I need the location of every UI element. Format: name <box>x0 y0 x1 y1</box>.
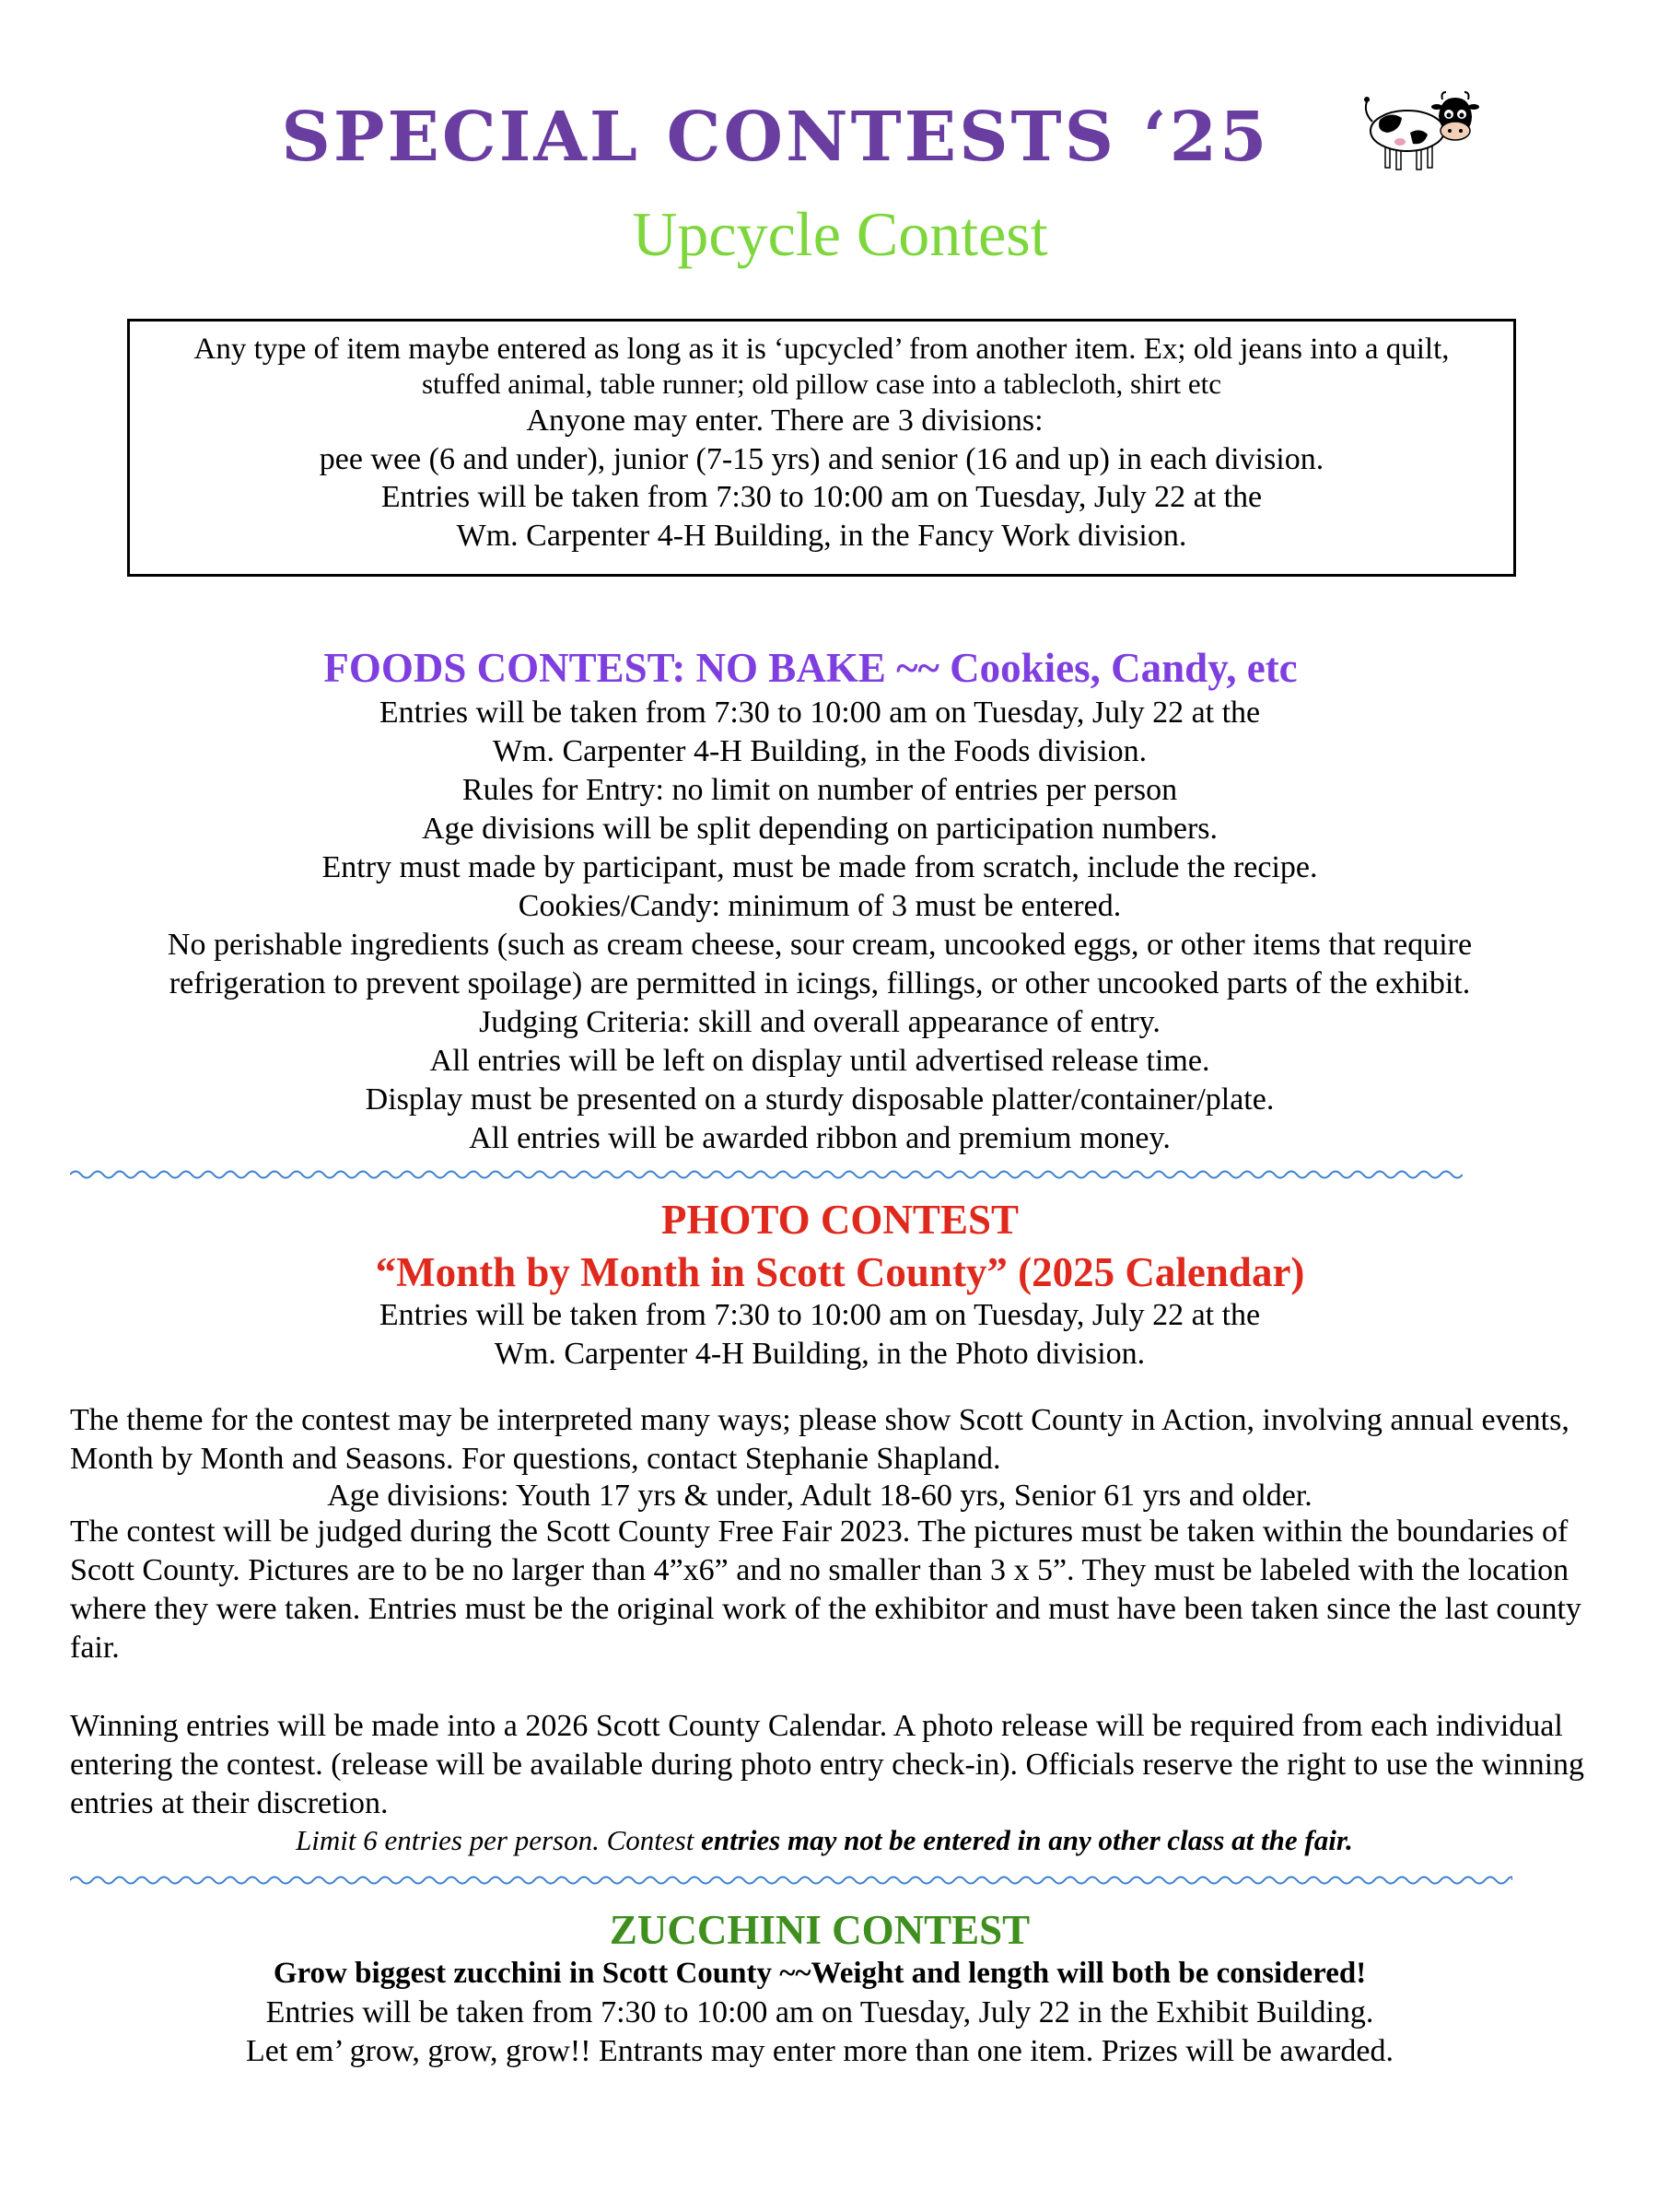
upcycle-line: Any type of item maybe entered as long as it is ‘upcycled’ from another item. Ex; old jeans into a quilt, <box>193 333 1450 366</box>
foods-line: Wm. Carpenter 4-H Building, in the Foods division. <box>492 734 1148 768</box>
zucchini-bold-line: Grow biggest zucchini in Scott County ~~Weight and length will both be considered! <box>273 1957 1367 1990</box>
page-title: SPECIAL CONTESTS ‘25 <box>281 98 1270 177</box>
foods-line: Display must be presented on a sturdy disposable platter/container/plate. <box>365 1082 1275 1117</box>
photo-winning-text: Winning entries will be made into a 2026 Scott County Calendar. A photo release will be required from each individual entering the contest. (release will be available during photo entry check-in). Officials reserve the right to use the winning entries at their discretion. <box>70 1709 1585 1820</box>
foods-line: No perishable ingredients (such as cream cheese, sour cream, uncooked eggs, or other items that require <box>167 928 1473 962</box>
wavy-divider <box>70 1874 1512 1887</box>
photo-limit-note-b: entries may not be entered in any other class at the fair. <box>701 1824 1353 1856</box>
upcycle-title: Upcycle Contest <box>632 199 1048 269</box>
foods-line: Rules for Entry: no limit on number of entries per person <box>461 773 1178 807</box>
photo-subtitle: “Month by Month in Scott County” (2025 Calendar) <box>375 1249 1305 1295</box>
wavy-divider <box>70 1168 1463 1181</box>
photo-entry-line: Wm. Carpenter 4-H Building, in the Photo division. <box>494 1337 1146 1371</box>
foods-line: Judging Criteria: skill and overall appearance of entry. <box>479 1005 1161 1039</box>
foods-line: All entries will be left on display until advertised release time. <box>429 1044 1210 1078</box>
upcycle-line: stuffed animal, table runner; old pillow case into a tablecloth, shirt etc <box>421 368 1222 400</box>
upcycle-line: Anyone may enter. There are 3 divisions: <box>526 403 1044 438</box>
photo-limit-note <box>0 1826 1649 1854</box>
upcycle-line: pee wee (6 and under), junior (7-15 yrs) and senior (16 and up) in each division. <box>319 442 1324 476</box>
foods-line: All entries will be awarded ribbon and premium money. <box>469 1121 1171 1155</box>
photo-entry-line: Entries will be taken from 7:30 to 10:00 am on Tuesday, July 22 at the <box>379 1298 1261 1332</box>
upcycle-line: Entries will be taken from 7:30 to 10:00 am on Tuesday, July 22 at the <box>380 480 1263 514</box>
zucchini-title: ZUCCHINI CONTEST <box>609 1907 1031 1953</box>
photo-age-divisions: Age divisions: Youth 17 yrs & under, Adult 18-60 yrs, Senior 61 yrs and older. <box>327 1479 1312 1513</box>
photo-title: PHOTO CONTEST <box>660 1197 1019 1243</box>
foods-line: Cookies/Candy: minimum of 3 must be entered. <box>518 889 1122 923</box>
upcycle-box <box>127 319 1516 577</box>
photo-judging-text: The contest will be judged during the Scott County Free Fair 2023. The pictures must be taken within the boundaries of Scott County. Pictures are to be no larger than 4”x6” and no smaller than 3 x 5”. They must be labeled with the location where they were taken. Entries must be the original work of the exhibitor and must have been taken since the last county fair. <box>70 1515 1581 1665</box>
zucchini-line: Entries will be taken from 7:30 to 10:00 am on Tuesday, July 22 in the Exhibit Building. <box>265 1995 1374 2029</box>
foods-line: Entry must made by participant, must be made from scratch, include the recipe. <box>321 850 1318 884</box>
zucchini-line: Let em’ grow, grow, grow!! Entrants may enter more than one item. Prizes will be awarded. <box>246 2034 1394 2068</box>
foods-line: refrigeration to prevent spoilage) are permitted in icings, fillings, or other uncooked parts of the exhibit. <box>169 966 1471 1000</box>
upcycle-line: Wm. Carpenter 4-H Building, in the Fancy Work division. <box>456 519 1187 553</box>
foods-title: FOODS CONTEST: NO BAKE ~~ Cookies, Candy, etc <box>323 645 1298 691</box>
foods-line: Entries will be taken from 7:30 to 10:00 am on Tuesday, July 22 at the <box>379 696 1261 730</box>
foods-line: Age divisions will be split depending on participation numbers. <box>421 812 1219 846</box>
photo-theme-text: The theme for the contest may be interpreted many ways; please show Scott County in Action, involving annual events, Month by Month and Seasons. For questions, contact Stephanie Shapland. <box>70 1403 1569 1476</box>
photo-limit-note-a: Limit 6 entries per person. Contest <box>296 1824 702 1856</box>
cow-icon <box>1359 85 1479 177</box>
